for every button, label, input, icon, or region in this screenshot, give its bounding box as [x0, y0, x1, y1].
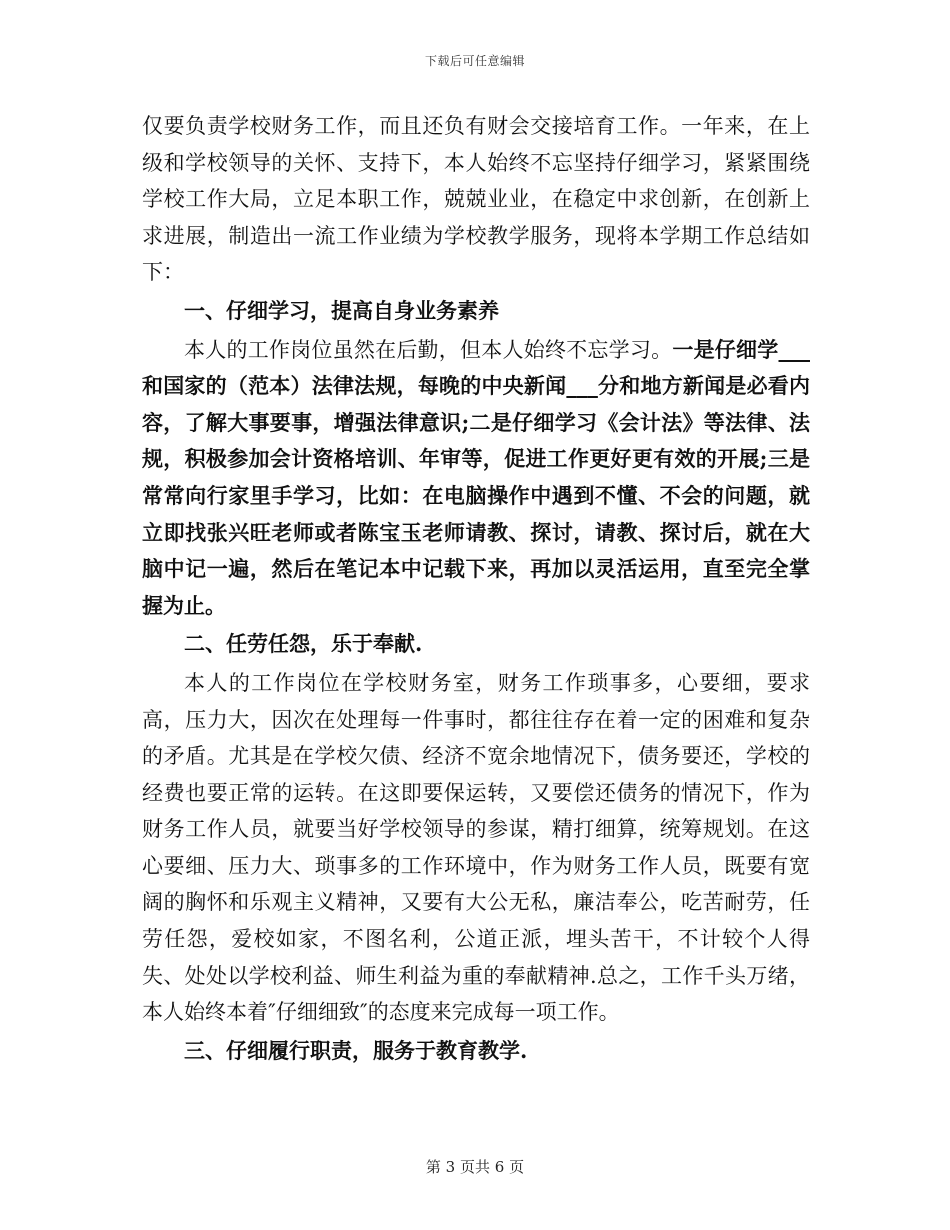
section-1-bold-text: 一是仔细学___和国家的（范本）法律法规，每晚的中央新闻___分和地方新闻是必看内容，了解大事要事，增强法律意识;二是仔细学习《会计法》等法律、法规，积极参加会计资格培训、年审等，促进工作更好更有效的开展;三是常常向行家里手学习，比如：在电脑操作中遇到不懂、不会的问题，就立即找张兴旺老师或者陈宝玉老师请教、探讨，请教、探讨后，就在大脑中记一遍，然后在笔记本中记载下来，再加以灵活运用，直至完全掌握为止。 [142, 336, 811, 618]
document-body [142, 108, 810, 1071]
section-1-heading: 一、仔细学习，提高自身业务素养 [184, 297, 499, 323]
section-1-paragraph [142, 332, 810, 625]
intro-paragraph: 仅要负责学校财务工作，而且还负有财会交接培育工作。一年来，在上级和学校领导的关怀、支持下，本人始终不忘坚持仔细学习，紧紧围绕学校工作大局，立足本职工作，兢兢业业，在稳定中求创新，在创新上求进展，制造出一流工作业绩为学校教学服务，现将本学期工作总结如下： [142, 114, 810, 285]
section-1-lead: 本人的工作岗位虽然在后勤，但本人始终不忘学习。 [184, 337, 673, 362]
section-2-paragraph: 本人的工作岗位在学校财务室，财务工作琐事多，心要细，要求高，压力大，因次在处理每一件事时，都往往存在着一定的困难和复杂的矛盾。尤其是在学校欠债、经济不宽余地情况下，债务要还，学校的经费也要正常的运转。在这即要保运转，又要偿还债务的情况下，作为财务工作人员，就要当好学校领导的参谋，精打细算，统筹规划。在这心要细、压力大、琐事多的工作环境中，作为财务工作人员，既要有宽阔的胸怀和乐观主义精神，又要有大公无私，廉洁奉公，吃苦耐劳，任劳任怨，爱校如家，不图名利，公道正派，埋头苦干，不计较个人得失、处处以学校利益、师生利益为重的奉献精神.总之，工作千头万绪，本人始终本着″仔细细致″的态度来完成每一项工作。 [142, 670, 810, 1025]
page-footer: 第 3 页共 6 页 [425, 1158, 525, 1176]
page-header: 下载后可任意编辑 [424, 54, 525, 68]
section-3-heading: 三、仔细履行职责，服务于教育教学. [184, 1037, 528, 1063]
section-2-heading: 二、任劳任怨，乐于奉献. [184, 631, 423, 657]
